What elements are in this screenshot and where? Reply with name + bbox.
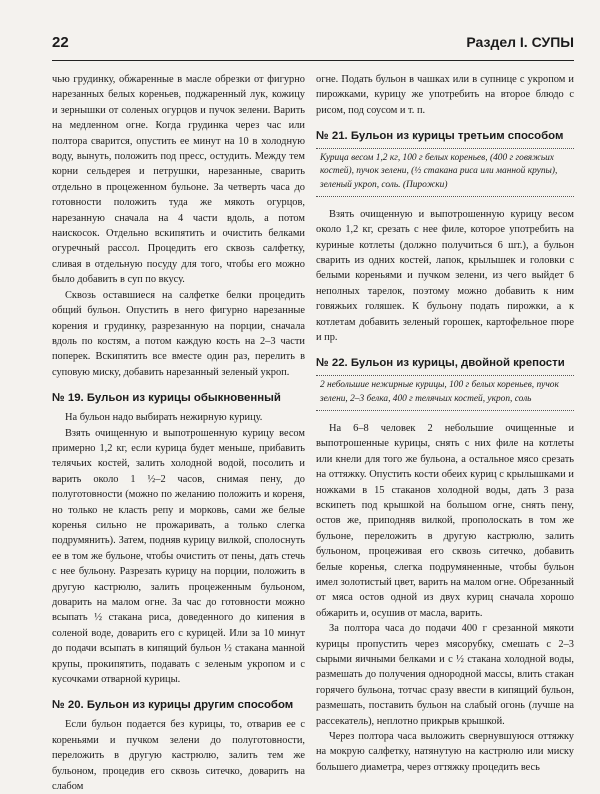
section-title: Раздел I. СУПЫ	[466, 34, 574, 50]
paragraph: Через полтора часа выложить свернувшуюся оттяжку на мокрую салфетку, натянутую на кастрюлю или миску большего диаметра, через оттяжку процедить весь	[316, 731, 574, 773]
recipe-heading: № 19. Бульон из курицы обыкновенный	[52, 392, 281, 405]
page-number: 22	[52, 34, 69, 51]
paragraph: чью грудинку, обжаренные в масле обрезки от фигурно нарезанных белых кореньев, поджаренный лук, кожицу и зернышки от соленых огурцов и пучок зелени. Варить на медленном огне. Когда грудинка через час или полтора сварится, опустить ее минут на 10 в холодную воду, вынуть, положить под пресс, остудить. Между тем корни сельдерея и петрушки, нарезанные, сварить отдельно в процеженном бульоне. За четверть часа до готовности положить туда же мякоть огурцов, нарезанную сначала на 4 части вдоль, а потом наискосок. Отдельно вскипятить и очистить белками огуречный рассол. Процедить его сквозь салфетку, сливая в отдельную посуду для того, чтобы его можно было добавить в суп по вкусу.	[52, 74, 305, 286]
page-header	[52, 32, 574, 61]
ingredients-box: 2 небольшие нежирные курицы, 100 г белых кореньев, пучок зелени, 2–3 белка, 400 г телячьих костей, укроп, соль	[316, 375, 574, 410]
left-column	[52, 72, 305, 794]
paragraph: На бульон надо выбирать нежирную курицу.	[65, 412, 263, 424]
paragraph: Сквозь оставшиеся на салфетке белки процедить общий бульон. Опустить в него фигурно нарезанные корения и грудинку, разрезанную на порции, сначала вдоль по костям, а потом каждую кость на 2–3 части поперек. Вскипятить все вместе один раз, перелить в суповую миску, добавить нарезанный зеленый укроп.	[52, 289, 305, 378]
right-column	[316, 72, 574, 775]
paragraph: Если бульон подается без курицы, то, отварив ее с кореньями и пучком зелени до полуготовности, переложить в другую кастрюлю, залить тем же бульоном, процедив его сквозь ситечко, доварить на слабом	[52, 719, 305, 793]
paragraph: За полтора часа до подачи 400 г срезанной мякоти курицы пропустить через мясорубку, смешать с 2–3 сырыми яичными белками и с ½ стакана холодной воды, размешать до получения однородной массы, влить стакан горячего бульона, тотчас сразу ввести в кипящий бульон, размешать, поставить бульон на слабый огонь (лучше на рассекатель), неплотно прикрыв крышкой.	[316, 623, 574, 727]
paragraph: Взять очищенную и выпотрошенную курицу весом около 1,2 кг, срезать с нее филе, которое употребить на куриные котлеты (должно получиться 6 шт.), а бульон сварить из одних костей, лапок, крылышек и головки с белыми кореньями и пучком зелени, из чего выйдет 6 неполных тарелок, поэтому можно добавить к ним говяжьих голяшек. К бульону подать пирожки, а к котлетам добавить зеленый горошек, картофельное пюре и пр.	[316, 208, 574, 344]
ingredients-box: Курица весом 1,2 кг, 100 г белых кореньев, (400 г говяжьих костей), пучок зелени, (½ стакана риса или манной крупы), зеленый укроп, соль. (Пирожки)	[316, 148, 574, 197]
recipe-heading: № 20. Бульон из курицы другим способом	[52, 699, 294, 712]
paragraph: На 6–8 человек 2 небольшие очищенные и выпотрошенные курицы, снять с них филе на котлеты или кнели для того же бульона, а остальное мясо срезать на оттяжку. Опустить кости обеих куриц с крылышками и ножками в 15 стаканов холодной воды, дать 3 раза вскипеть под крышкой на большом огне, снять пену, остов же, приподняв вилкой, прополоскать в том же бульоне, переложить в другую кастрюлю, залить бульоном, процеживая его сквозь ситечко, добавить белые коренья, слегка подрумяненные, чтобы бульон имел золотистый цвет, варить на малом огне. Обрезанный от мяса остов одной из двух куриц сначала хорошо обжарить и, осушив от масла, варить.	[316, 422, 574, 619]
paragraph: Взять очищенную и выпотрошенную курицу весом примерно 1,2 кг, если курица будет меньше, прибавить телячьих костей, залить холодной водой, посолить и варить около 1 ½–2 часов, снимая пену, до полуготовности (можно по желанию положить и кореня, но только не класть репу и морковь, сами же белые коренья сильно не прожаривать, а только слегка подрумянить). Затем, подняв курицу вилкой, сполоснуть ее в том же бульоне, чтобы очистить от пены, дать стечь с нее бульону. Разрезать курицу на порции, положить в другую кастрюлю, залить процеженным бульоном, доварить на малом огне. За час до готовности можно всыпать ½ стакана риса, доведенного до кипения в соленой воде, доварить его с курицей. Или за 10 минут до подачи всыпать в кипящий бульон ½ стакана манной крупы, прокипятить, подавать с зеленым укропом и с кусочками отварной курицы.	[52, 427, 305, 686]
paragraph: огне. Подать бульон в чашках или в супнице с укропом и пирожками, курицу же употребить на второе блюдо с рисом, под соусом и т. п.	[316, 74, 574, 116]
recipe-heading: № 21. Бульон из курицы третьим способом	[316, 130, 564, 143]
recipe-heading: № 22. Бульон из курицы, двойной крепости	[316, 357, 565, 370]
